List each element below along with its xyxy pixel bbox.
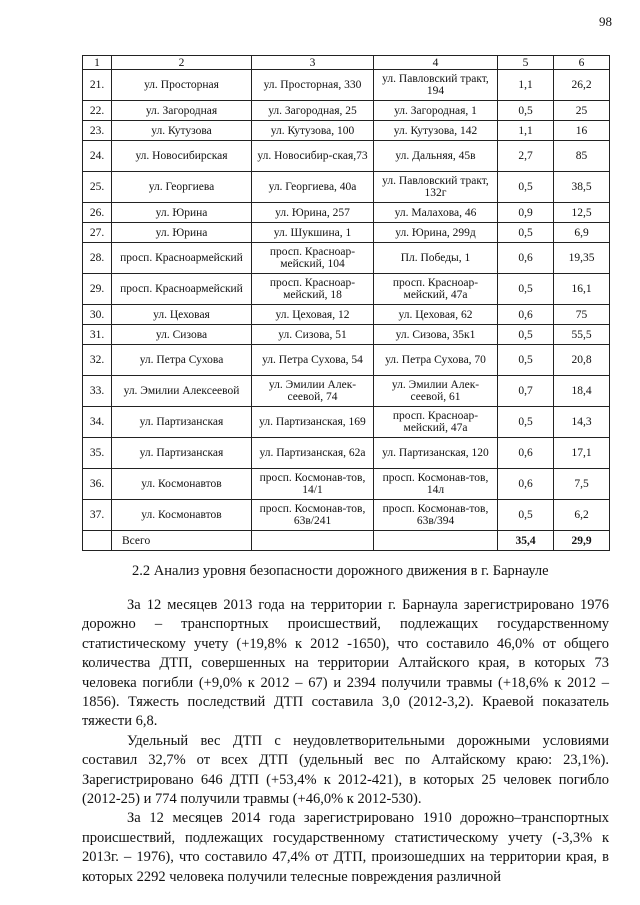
section-end: ул. Кутузова, 142 bbox=[374, 121, 498, 141]
section-length: 0,5 bbox=[498, 172, 554, 203]
table-row bbox=[83, 203, 610, 223]
street-name: просп. Красноармейский bbox=[112, 274, 252, 305]
section-start: ул. Загородная, 25 bbox=[252, 101, 374, 121]
empty-cell bbox=[374, 531, 498, 551]
row-number: 34. bbox=[83, 407, 112, 438]
row-number: 27. bbox=[83, 223, 112, 243]
value: 25 bbox=[554, 101, 610, 121]
section-heading: 2.2 Анализ уровня безопасности дорожного движения в г. Барнауле bbox=[132, 563, 549, 579]
section-start: ул. Георгиева, 40а bbox=[252, 172, 374, 203]
total-length: 35,4 bbox=[498, 531, 554, 551]
table-row bbox=[83, 500, 610, 531]
section-length: 0,6 bbox=[498, 305, 554, 325]
section-start: ул. Цеховая, 12 bbox=[252, 305, 374, 325]
table-row bbox=[83, 305, 610, 325]
table-row bbox=[83, 325, 610, 345]
street-name: ул. Кутузова bbox=[112, 121, 252, 141]
street-name: ул. Космонавтов bbox=[112, 469, 252, 500]
row-number: 37. bbox=[83, 500, 112, 531]
street-name: ул. Петра Сухова bbox=[112, 345, 252, 376]
section-start: ул. Новосибир-ская,73 bbox=[252, 141, 374, 172]
section-length: 0,5 bbox=[498, 345, 554, 376]
row-number: 32. bbox=[83, 345, 112, 376]
section-start: ул. Партизанская, 62а bbox=[252, 438, 374, 469]
street-name: ул. Сизова bbox=[112, 325, 252, 345]
road-sections-table bbox=[82, 55, 610, 551]
total-label: Всего bbox=[112, 531, 252, 551]
value: 85 bbox=[554, 141, 610, 172]
table-header-row bbox=[83, 56, 610, 70]
section-end: ул. Партизанская, 120 bbox=[374, 438, 498, 469]
section-start: просп. Космонав-тов, 14/1 bbox=[252, 469, 374, 500]
section-start: просп. Красноар-мейский, 104 bbox=[252, 243, 374, 274]
street-name: ул. Партизанская bbox=[112, 438, 252, 469]
section-end: ул. Цеховая, 62 bbox=[374, 305, 498, 325]
section-length: 0,6 bbox=[498, 243, 554, 274]
body-text bbox=[82, 596, 609, 887]
page-number: 98 bbox=[599, 14, 612, 29]
section-end: ул. Юрина, 299д bbox=[374, 223, 498, 243]
section-start: просп. Космонав-тов, 63в/241 bbox=[252, 500, 374, 531]
empty-cell bbox=[83, 531, 112, 551]
value: 20,8 bbox=[554, 345, 610, 376]
value: 75 bbox=[554, 305, 610, 325]
value: 38,5 bbox=[554, 172, 610, 203]
row-number: 29. bbox=[83, 274, 112, 305]
paragraph-1: За 12 месяцев 2013 года на территории г. Барнаула зарегистрировано 1976 дорожно – транспортных происшествий, подлежащих государственному статистическому учету (+19,8% к 2012 -1650), что составило 46,0% от общего количества ДТП, совершенных на территории Алтайского края, в которых 73 человека погибли (+9,0% к 2012 – 67) и 2394 получили травмы (+18,6% к 2012 – 1856). Тяжесть последствий ДТП составила 3,0 (2012-3,2). Краевой показатель тяжести 6,8. bbox=[82, 597, 609, 730]
table-row bbox=[83, 121, 610, 141]
street-name: ул. Партизанская bbox=[112, 407, 252, 438]
section-start: ул. Сизова, 51 bbox=[252, 325, 374, 345]
section-length: 1,1 bbox=[498, 70, 554, 101]
column-header: 4 bbox=[374, 56, 498, 70]
street-name: ул. Эмилии Алексеевой bbox=[112, 376, 252, 407]
value: 6,2 bbox=[554, 500, 610, 531]
table-row bbox=[83, 438, 610, 469]
section-length: 0,7 bbox=[498, 376, 554, 407]
street-name: ул. Георгиева bbox=[112, 172, 252, 203]
section-length: 0,5 bbox=[498, 101, 554, 121]
value: 55,5 bbox=[554, 325, 610, 345]
section-length: 0,9 bbox=[498, 203, 554, 223]
section-end: ул. Малахова, 46 bbox=[374, 203, 498, 223]
section-end: ул. Павловский тракт, 132г bbox=[374, 172, 498, 203]
row-number: 26. bbox=[83, 203, 112, 223]
section-length: 0,5 bbox=[498, 325, 554, 345]
section-start: просп. Красноар-мейский, 18 bbox=[252, 274, 374, 305]
table-row bbox=[83, 407, 610, 438]
section-end: Пл. Победы, 1 bbox=[374, 243, 498, 274]
total-value: 29,9 bbox=[554, 531, 610, 551]
column-header: 5 bbox=[498, 56, 554, 70]
section-start: ул. Петра Сухова, 54 bbox=[252, 345, 374, 376]
section-end: ул. Дальняя, 45в bbox=[374, 141, 498, 172]
section-length: 0,5 bbox=[498, 223, 554, 243]
section-length: 0,5 bbox=[498, 274, 554, 305]
row-number: 25. bbox=[83, 172, 112, 203]
table-row bbox=[83, 70, 610, 101]
table-row bbox=[83, 274, 610, 305]
section-length: 0,6 bbox=[498, 438, 554, 469]
table-row bbox=[83, 172, 610, 203]
section-start: ул. Просторная, 330 bbox=[252, 70, 374, 101]
table-row bbox=[83, 141, 610, 172]
row-number: 23. bbox=[83, 121, 112, 141]
row-number: 33. bbox=[83, 376, 112, 407]
column-header: 6 bbox=[554, 56, 610, 70]
row-number: 28. bbox=[83, 243, 112, 274]
value: 16,1 bbox=[554, 274, 610, 305]
table-row bbox=[83, 223, 610, 243]
paragraph-2: Удельный вес ДТП с неудовлетворительными дорожными условиями составил 32,7% от всех ДТП (удельный вес по Алтайскому краю: 23,1%). Зарегистрировано 646 ДТП (+53,4% к 2012-421), в которых 25 человек погибло (2012-25) и 774 получили травмы (+46,0% к 2012-530). bbox=[82, 732, 609, 808]
section-end: просп. Космонав-тов, 63в/394 bbox=[374, 500, 498, 531]
row-number: 24. bbox=[83, 141, 112, 172]
section-end: просп. Красноар-мейский, 47а bbox=[374, 274, 498, 305]
section-length: 0,5 bbox=[498, 407, 554, 438]
table-row bbox=[83, 376, 610, 407]
value: 19,35 bbox=[554, 243, 610, 274]
row-number: 30. bbox=[83, 305, 112, 325]
street-name: ул. Юрина bbox=[112, 203, 252, 223]
street-name: ул. Юрина bbox=[112, 223, 252, 243]
street-name: ул. Новосибирская bbox=[112, 141, 252, 172]
empty-cell bbox=[252, 531, 374, 551]
row-number: 22. bbox=[83, 101, 112, 121]
column-header: 2 bbox=[112, 56, 252, 70]
section-end: ул. Сизова, 35к1 bbox=[374, 325, 498, 345]
value: 7,5 bbox=[554, 469, 610, 500]
section-end: ул. Загородная, 1 bbox=[374, 101, 498, 121]
street-name: ул. Загородная bbox=[112, 101, 252, 121]
table-row bbox=[83, 469, 610, 500]
column-header: 1 bbox=[83, 56, 112, 70]
value: 18,4 bbox=[554, 376, 610, 407]
section-start: ул. Юрина, 257 bbox=[252, 203, 374, 223]
section-length: 0,5 bbox=[498, 500, 554, 531]
value: 17,1 bbox=[554, 438, 610, 469]
street-name: ул. Космонавтов bbox=[112, 500, 252, 531]
table-total-row bbox=[83, 531, 610, 551]
row-number: 36. bbox=[83, 469, 112, 500]
section-start: ул. Кутузова, 100 bbox=[252, 121, 374, 141]
row-number: 35. bbox=[83, 438, 112, 469]
section-start: ул. Эмилии Алек-сеевой, 74 bbox=[252, 376, 374, 407]
street-name: ул. Просторная bbox=[112, 70, 252, 101]
section-start: ул. Партизанская, 169 bbox=[252, 407, 374, 438]
value: 16 bbox=[554, 121, 610, 141]
value: 6,9 bbox=[554, 223, 610, 243]
street-name: ул. Цеховая bbox=[112, 305, 252, 325]
row-number: 31. bbox=[83, 325, 112, 345]
section-length: 1,1 bbox=[498, 121, 554, 141]
section-length: 0,6 bbox=[498, 469, 554, 500]
table-row bbox=[83, 101, 610, 121]
section-end: просп. Космонав-тов, 14л bbox=[374, 469, 498, 500]
table-row bbox=[83, 243, 610, 274]
value: 14,3 bbox=[554, 407, 610, 438]
table-row bbox=[83, 345, 610, 376]
section-end: просп. Красноар-мейский, 47а bbox=[374, 407, 498, 438]
value: 26,2 bbox=[554, 70, 610, 101]
section-end: ул. Павловский тракт, 194 bbox=[374, 70, 498, 101]
street-name: просп. Красноармейский bbox=[112, 243, 252, 274]
column-header: 3 bbox=[252, 56, 374, 70]
row-number: 21. bbox=[83, 70, 112, 101]
value: 12,5 bbox=[554, 203, 610, 223]
section-end: ул. Петра Сухова, 70 bbox=[374, 345, 498, 376]
section-start: ул. Шукшина, 1 bbox=[252, 223, 374, 243]
paragraph-3: За 12 месяцев 2014 года зарегистрировано 1910 дорожно–транспортных происшествий, подлежащих государственному статистическому учету (-3,3% к 2013г. – 1976), что составило 47,4% от ДТП, произошедших на территории края, в которых 2292 человека получили телесные повреждения различной bbox=[82, 810, 609, 885]
section-length: 2,7 bbox=[498, 141, 554, 172]
section-end: ул. Эмилии Алек-сеевой, 61 bbox=[374, 376, 498, 407]
